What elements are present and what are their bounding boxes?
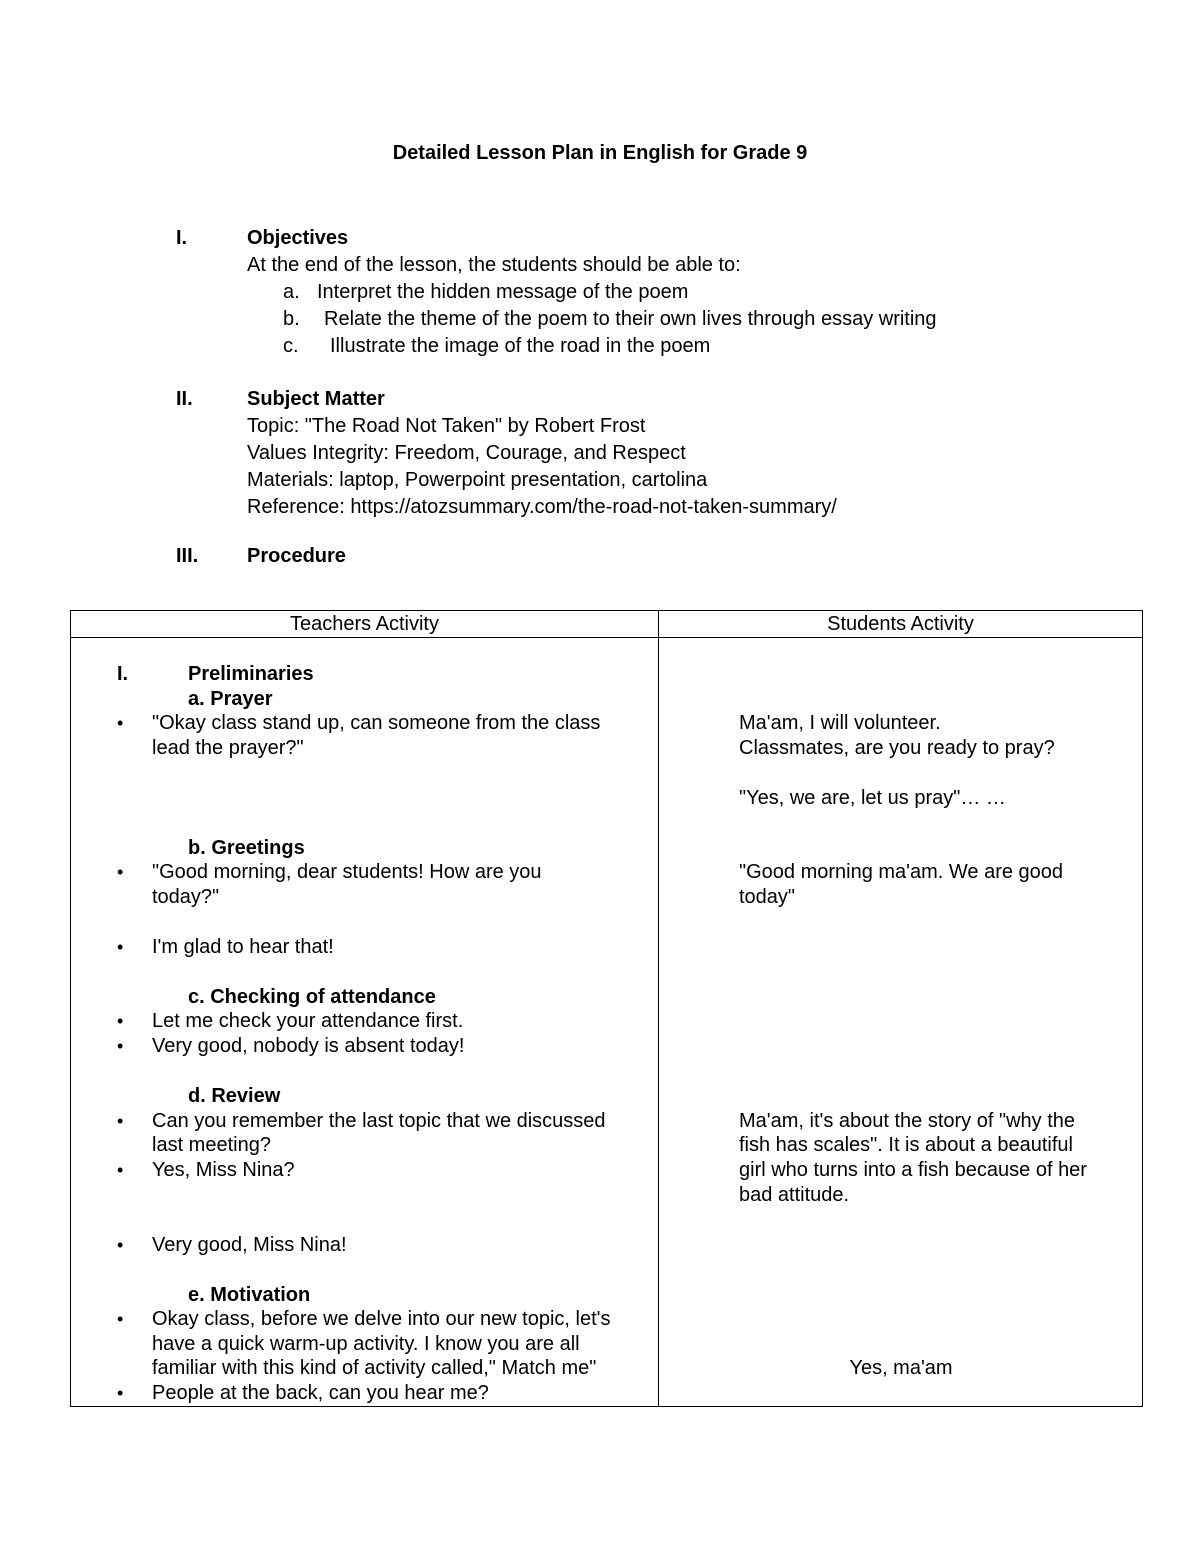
review-teacher-line: Very good, Miss Nina! [152,1234,347,1256]
greetings-student-line: "Good morning ma'am. We are good [739,861,1064,883]
objective-letter: a. [283,281,300,303]
prayer-heading: a. Prayer [188,688,273,710]
objectives-intro: At the end of the lesson, the students should be able to: [247,254,741,276]
motivation-teacher-line: have a quick warm-up activity. I know you are all [152,1333,580,1355]
greetings-teacher-line: I'm glad to hear that! [152,936,334,958]
bullet: • [117,1309,124,1329]
prayer-student-line: "Yes, we are, let us pray"… … [739,787,1006,809]
students-activity-header: Students Activity [659,611,1143,638]
procedure-table [70,610,1143,1407]
greetings-student-line: today" [739,886,796,908]
motivation-teacher-line: familiar with this kind of activity called," Match me" [152,1357,597,1379]
motivation-heading: e. Motivation [188,1284,311,1306]
review-heading: d. Review [188,1085,281,1107]
motivation-teacher-line: Okay class, before we delve into our new topic, let's [152,1308,611,1330]
objective-letter: c. [283,335,299,357]
teachers-activity-header: Teachers Activity [71,611,659,638]
procedure-heading: Procedure [247,545,346,567]
bullet: • [117,862,124,882]
bullet: • [117,937,124,957]
review-student-line: girl who turns into a fish because of her [739,1159,1087,1181]
greetings-teacher-line: today?" [152,886,220,908]
preliminaries-heading: Preliminaries [188,663,314,685]
topic-line: Topic: "The Road Not Taken" by Robert Frost [247,415,646,437]
review-teacher-line: Can you remember the last topic that we discussed [152,1110,606,1132]
greetings-teacher-line: "Good morning, dear students! How are you [152,861,542,883]
review-teacher-line: Yes, Miss Nina? [152,1159,295,1181]
procedure-number: III. [176,545,199,567]
bullet: • [117,1383,124,1403]
objective-letter: b. [283,308,300,330]
bullet: • [117,1036,124,1056]
prayer-teacher-line: lead the prayer?" [152,737,304,759]
review-student-line: fish has scales". It is about a beautiful [739,1134,1073,1156]
review-student-line: Ma'am, it's about the story of "why the [739,1110,1075,1132]
subject-matter-heading: Subject Matter [247,388,385,410]
objective-text: Illustrate the image of the road in the poem [330,335,711,357]
attendance-teacher-line: Let me check your attendance first. [152,1010,464,1032]
bullet: • [117,1160,124,1180]
review-teacher-line: last meeting? [152,1134,271,1156]
objective-text: Interpret the hidden message of the poem [317,281,689,303]
objectives-heading: Objectives [247,227,349,249]
preliminaries-number: I. [117,663,129,685]
students-activity-cell [659,638,1143,1407]
prayer-teacher-line: "Okay class stand up, can someone from the class [152,712,601,734]
values-line: Values Integrity: Freedom, Courage, and Respect [247,442,686,464]
objectives-number: I. [176,227,188,249]
attendance-heading: c. Checking of attendance [188,986,436,1008]
greetings-heading: b. Greetings [188,837,305,859]
materials-line: Materials: laptop, Powerpoint presentation, cartolina [247,469,708,491]
reference-line: Reference: https://atozsummary.com/the-road-not-taken-summary/ [247,496,837,518]
bullet: • [117,713,124,733]
bullet: • [117,1111,124,1131]
teachers-activity-cell [71,638,659,1407]
motivation-teacher-line: People at the back, can you hear me? [152,1382,489,1404]
prayer-student-line: Classmates, are you ready to pray? [739,737,1055,759]
objective-text: Relate the theme of the poem to their own lives through essay writing [324,308,937,330]
document-title: Detailed Lesson Plan in English for Grade 9 [392,142,808,164]
bullet: • [117,1011,124,1031]
subject-matter-number: II. [176,388,193,410]
review-student-line: bad attitude. [739,1184,850,1206]
bullet: • [117,1235,124,1255]
attendance-teacher-line: Very good, nobody is absent today! [152,1035,465,1057]
prayer-student-line: Ma'am, I will volunteer. [739,712,941,734]
motivation-student-line: Yes, ma'am [849,1357,953,1379]
